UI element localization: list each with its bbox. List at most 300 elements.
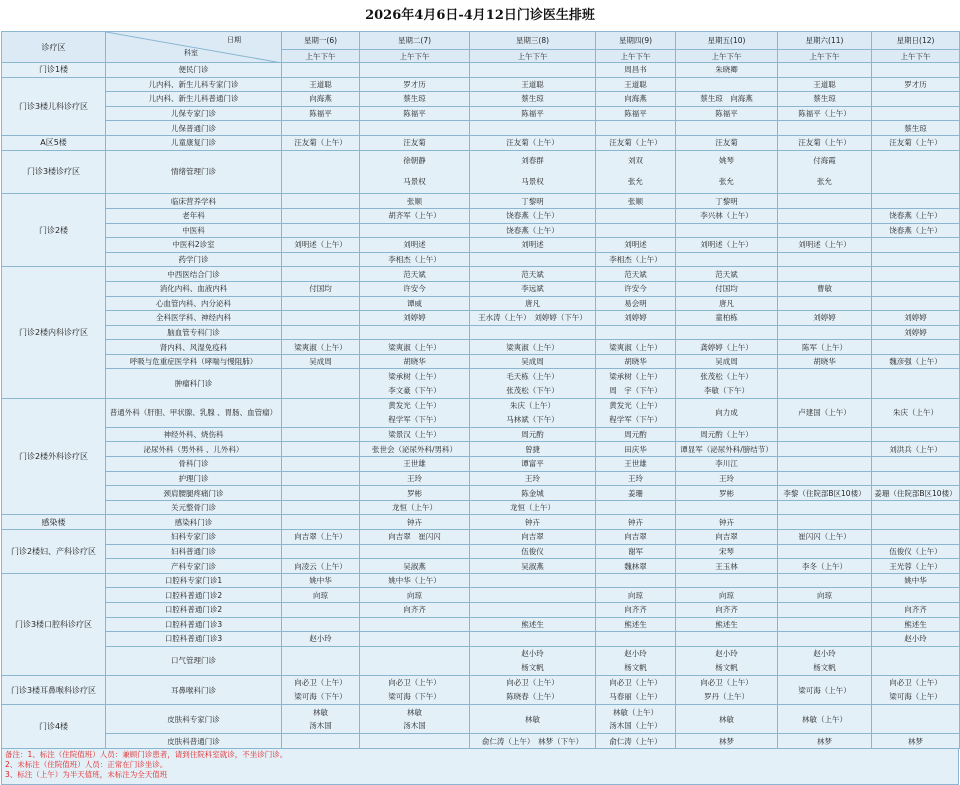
doctor-cell: 朱晓卿: [676, 63, 778, 78]
doctor-cell: [676, 500, 778, 515]
doctor-cell: [282, 646, 360, 675]
area-cell: 门诊3楼儿科诊疗区: [2, 77, 106, 135]
doctor-cell: [872, 281, 960, 296]
department-cell: 泌尿外科（男外科 、儿外科）: [106, 442, 282, 457]
doctor-cell: [778, 296, 872, 311]
doctor-cell: 范天斌: [470, 267, 596, 282]
doctor-cell: 熊述生: [596, 617, 676, 632]
doctor-cell: [282, 150, 360, 194]
doctor-cell: 刘明述（上午）: [778, 238, 872, 253]
doctor-cell: 李冬（上午）: [778, 559, 872, 574]
doctor-cell: 陈福平: [676, 106, 778, 121]
doctor-cell: 赵小玲: [282, 632, 360, 647]
doctor-cell: 梁爽淑（上午）: [596, 340, 676, 355]
doctor-cell: 罗彬: [360, 486, 470, 501]
period-header: 上午下午: [470, 50, 596, 63]
department-cell: 普通外科（肝胆、甲状腺、乳腺 、胃肠、血管瘤）: [106, 398, 282, 427]
doctor-cell: 王玲: [360, 471, 470, 486]
doctor-name: 程学军（下午）: [388, 414, 441, 424]
note-line: 备注：1、标注（住院值班）人员：兼顾门诊患者，请到住院科室就诊，不坐诊门诊。: [5, 749, 288, 759]
doctor-name: 黄发光（上午）: [388, 401, 441, 411]
date-label: 日期: [227, 36, 241, 44]
doctor-cell: [872, 252, 960, 267]
doctor-cell: [282, 602, 360, 617]
doctor-name: 向必卫（上午）: [388, 678, 441, 688]
doctor-cell: 陈军（上午）: [778, 340, 872, 355]
schedule-row: [2, 354, 960, 369]
doctor-name: 李文豪（下午）: [388, 385, 441, 395]
doctor-cell: 俞仁涛（上午）: [596, 734, 676, 749]
schedule-row: [2, 208, 960, 223]
department-cell: 中医科2诊室: [106, 238, 282, 253]
doctor-cell: 赵小玲: [872, 632, 960, 647]
doctor-cell: [282, 500, 360, 515]
doctor-cell: 姜珊（住院部B区10楼）: [872, 486, 960, 501]
page-title: 2026年4月6日-4月12日门诊医生排班: [365, 8, 595, 23]
doctor-cell: [282, 208, 360, 223]
doctor-cell: 林敏: [676, 705, 778, 734]
doctor-cell: [282, 223, 360, 238]
schedule-table: [1, 31, 960, 749]
doctor-cell: 蔡生琼: [778, 92, 872, 107]
doctor-cell: [282, 63, 360, 78]
doctor-cell: [470, 121, 596, 136]
doctor-cell: [778, 208, 872, 223]
department-cell: 便民门诊: [106, 63, 282, 78]
doctor-cell: 刘婷婷: [778, 311, 872, 326]
doctor-name: 张茂松（下午）: [506, 385, 559, 395]
doctor-cell: 刘明述: [360, 238, 470, 253]
doctor-cell: [778, 150, 872, 194]
doctor-cell: 范天斌: [360, 267, 470, 282]
area-header: 诊疗区: [2, 32, 106, 63]
area-cell: 门诊2楼: [2, 194, 106, 267]
doctor-cell: 王世雄: [360, 457, 470, 472]
schedule-row: [2, 646, 960, 675]
doctor-cell: 向吉翠: [676, 530, 778, 545]
doctor-cell: [872, 471, 960, 486]
doctor-cell: 饶春燕（上午）: [872, 223, 960, 238]
doctor-cell: 向齐齐: [872, 602, 960, 617]
area-cell: 门诊2楼内科诊疗区: [2, 267, 106, 398]
period-header: 上午下午: [596, 50, 676, 63]
doctor-cell: 汪友菊（上午）: [282, 135, 360, 150]
doctor-cell: [360, 544, 470, 559]
schedule-row: [2, 267, 960, 282]
doctor-cell: 卢建国（上午）: [778, 398, 872, 427]
doctor-cell: 范天斌: [676, 267, 778, 282]
doctor-cell: [872, 267, 960, 282]
doctor-cell: 王道聪: [778, 77, 872, 92]
doctor-cell: [872, 588, 960, 603]
note-line: 2、未标注（住院值班）人员：正常在门诊坐诊。: [5, 759, 168, 769]
schedule-row: [2, 150, 960, 194]
doctor-cell: [470, 588, 596, 603]
doctor-cell: 范天斌: [596, 267, 676, 282]
doctor-cell: 刘婷婷: [360, 311, 470, 326]
doctor-name: 向必卫（上午）: [609, 678, 662, 688]
doctor-cell: [282, 544, 360, 559]
doctor-cell: [470, 369, 596, 398]
department-cell: 口腔科专家门诊1: [106, 573, 282, 588]
doctor-cell: 熊述生: [872, 617, 960, 632]
doctor-name: 朱庆（上午）: [510, 401, 555, 411]
doctor-cell: 丁黎明: [470, 194, 596, 209]
doctor-cell: [872, 427, 960, 442]
doctor-cell: 罗才历: [872, 77, 960, 92]
doctor-cell: 钟卉: [676, 515, 778, 530]
doctor-cell: 钟卉: [470, 515, 596, 530]
doctor-cell: 王道聪: [282, 77, 360, 92]
doctor-cell: 龙恒（上午）: [360, 500, 470, 515]
doctor-cell: [282, 398, 360, 427]
doctor-cell: 刘洪兵（上午）: [872, 442, 960, 457]
doctor-name: 张茂松（上午）: [700, 371, 753, 381]
schedule-row: [2, 457, 960, 472]
doctor-cell: 唐凡: [470, 296, 596, 311]
department-cell: 护理门诊: [106, 471, 282, 486]
doctor-cell: 饶春燕（上午）: [470, 223, 596, 238]
doctor-cell: [778, 223, 872, 238]
department-cell: 全科医学科、神经内科: [106, 311, 282, 326]
doctor-cell: [282, 325, 360, 340]
schedule-row: [2, 106, 960, 121]
doctor-cell: 周昌书: [596, 63, 676, 78]
doctor-cell: [778, 194, 872, 209]
doctor-cell: [282, 457, 360, 472]
doctor-name: 赵小玲: [624, 649, 647, 659]
period-header: 上午下午: [872, 50, 960, 63]
period-header: 上午下午: [676, 50, 778, 63]
area-cell: 门诊4楼: [2, 705, 106, 749]
department-cell: 药学门诊: [106, 252, 282, 267]
doctor-cell: [596, 398, 676, 427]
schedule-row: [2, 588, 960, 603]
schedule-row: [2, 515, 960, 530]
doctor-name: 黄发光（上午）: [609, 401, 662, 411]
department-cell: 妇科专家门诊: [106, 530, 282, 545]
doctor-name: 梁承树（上午）: [388, 371, 441, 381]
schedule-row: [2, 238, 960, 253]
schedule-body: [2, 32, 960, 749]
department-cell: 中医科: [106, 223, 282, 238]
doctor-cell: 罗才历: [360, 77, 470, 92]
doctor-name: 林敏: [313, 707, 328, 717]
doctor-name: 张允: [719, 176, 734, 186]
doctor-cell: 伍俊仪（上午）: [872, 544, 960, 559]
day-header: 星期二(7): [360, 32, 470, 50]
schedule-row: [2, 92, 960, 107]
doctor-cell: 姜珊: [596, 486, 676, 501]
doctor-cell: 李黎（住院部B区10楼）: [778, 486, 872, 501]
doctor-name: 张允: [817, 176, 832, 186]
doctor-cell: 向齐齐: [360, 602, 470, 617]
doctor-cell: 王玲: [596, 471, 676, 486]
schedule-row: [2, 427, 960, 442]
doctor-cell: [470, 252, 596, 267]
doctor-cell: 姚中华（上午）: [360, 573, 470, 588]
department-cell: 口腔科普通门诊2: [106, 602, 282, 617]
doctor-name: 刘春群: [521, 156, 544, 166]
doctor-cell: 向齐齐: [676, 602, 778, 617]
doctor-cell: [282, 486, 360, 501]
schedule-row: [2, 325, 960, 340]
doctor-cell: [596, 208, 676, 223]
note-line: 3、标注（上午）为半天值班，未标注为全天值班: [5, 769, 168, 779]
day-header: 星期六(11): [778, 32, 872, 50]
doctor-cell: [282, 252, 360, 267]
schedule-row: [2, 471, 960, 486]
doctor-cell: 李远斌: [470, 281, 596, 296]
schedule-row: [2, 559, 960, 574]
doctor-cell: [872, 340, 960, 355]
doctor-cell: 王道聪: [596, 77, 676, 92]
doctor-cell: 向吉翠: [470, 530, 596, 545]
doctor-cell: 王水涛（上午） 刘婷婷（下午）: [470, 311, 596, 326]
doctor-cell: 吴成周: [470, 354, 596, 369]
doctor-cell: 汪友菊（上午）: [596, 135, 676, 150]
doctor-cell: 林敏: [470, 705, 596, 734]
doctor-cell: 梁爽淑（上午）: [360, 340, 470, 355]
department-cell: 儿内科、新生儿科普通门诊: [106, 92, 282, 107]
doctor-cell: 周元酌: [470, 427, 596, 442]
doctor-cell: 熊述生: [470, 617, 596, 632]
doctor-name: 杨文帆: [715, 662, 738, 672]
doctor-cell: 汪友菊: [676, 135, 778, 150]
schedule-row: [2, 296, 960, 311]
doctor-name: 杨文帆: [624, 662, 647, 672]
doctor-cell: 谭富平: [470, 457, 596, 472]
doctor-cell: 谢军: [596, 544, 676, 559]
doctor-cell: 向海燕: [282, 92, 360, 107]
doctor-cell: [676, 150, 778, 194]
doctor-cell: 钟卉: [360, 515, 470, 530]
doctor-cell: 刘婷婷: [872, 325, 960, 340]
doctor-cell: 林敏（上午）: [778, 705, 872, 734]
doctor-cell: 童柏栋: [676, 311, 778, 326]
doctor-cell: 吴淑燕: [360, 559, 470, 574]
doctor-cell: [282, 267, 360, 282]
doctor-cell: 蔡生琼: [872, 121, 960, 136]
department-cell: 关元整骨门诊: [106, 500, 282, 515]
doctor-cell: 王道聪: [470, 77, 596, 92]
doctor-cell: [470, 398, 596, 427]
doctor-cell: 李相杰（上午）: [596, 252, 676, 267]
doctor-cell: [470, 573, 596, 588]
doctor-name: 梁承树（上午）: [609, 371, 662, 381]
doctor-cell: [470, 602, 596, 617]
doctor-cell: [778, 252, 872, 267]
doctor-cell: 曾捷: [470, 442, 596, 457]
doctor-cell: 付国均: [676, 281, 778, 296]
doctor-cell: [778, 325, 872, 340]
doctor-cell: [778, 602, 872, 617]
doctor-cell: [360, 705, 470, 734]
schedule-row: [2, 121, 960, 136]
doctor-cell: [596, 325, 676, 340]
schedule-row: [2, 617, 960, 632]
doctor-cell: [872, 296, 960, 311]
doctor-cell: [282, 296, 360, 311]
doctor-cell: [470, 63, 596, 78]
area-cell: 感染楼: [2, 515, 106, 530]
doctor-name: 姚琴: [719, 156, 734, 166]
doctor-cell: 王玲: [470, 471, 596, 486]
doctor-cell: [778, 617, 872, 632]
doctor-name: 马景权: [521, 176, 544, 186]
doctor-cell: 向凌云（上午）: [282, 559, 360, 574]
doctor-cell: 林梦: [872, 734, 960, 749]
doctor-cell: [282, 121, 360, 136]
doctor-cell: [872, 675, 960, 704]
doctor-cell: 易会明: [596, 296, 676, 311]
doctor-cell: 谭显军（泌尿外科/膀结节）: [676, 442, 778, 457]
doctor-cell: 饶春燕（上午）: [872, 208, 960, 223]
doctor-name: 张允: [628, 176, 643, 186]
department-cell: 呼吸与危重症医学科（哮喘与慢阻肺）: [106, 354, 282, 369]
doctor-cell: 付国均: [282, 281, 360, 296]
doctor-cell: 钟卉: [596, 515, 676, 530]
doctor-name: 马春丽（上午）: [609, 692, 662, 702]
department-cell: 临床营养学科: [106, 194, 282, 209]
doctor-name: 刘双: [628, 156, 643, 166]
doctor-cell: 汪友菊（上午）: [872, 135, 960, 150]
doctor-name: 赵小玲: [715, 649, 738, 659]
doctor-cell: [596, 150, 676, 194]
schedule-page: [1, 0, 959, 785]
doctor-cell: [778, 267, 872, 282]
doctor-cell: [596, 675, 676, 704]
day-header: 星期五(10): [676, 32, 778, 50]
doctor-cell: [282, 734, 360, 749]
doctor-cell: [282, 194, 360, 209]
doctor-cell: [596, 369, 676, 398]
doctor-name: 赵小玲: [813, 649, 836, 659]
doctor-cell: 王世雄: [596, 457, 676, 472]
schedule-row: [2, 223, 960, 238]
doctor-cell: [872, 515, 960, 530]
doctor-cell: 汪友菊: [360, 135, 470, 150]
doctor-cell: [872, 106, 960, 121]
doctor-cell: 谭威: [360, 296, 470, 311]
doctor-cell: [872, 500, 960, 515]
area-cell: 门诊2楼妇、产科诊疗区: [2, 530, 106, 574]
doctor-name: 汤木国: [403, 721, 426, 731]
department-cell: 颈肩腰腿疼痛门诊: [106, 486, 282, 501]
doctor-name: 林敏（上午）: [613, 707, 658, 717]
doctor-cell: [676, 369, 778, 398]
doctor-cell: [282, 515, 360, 530]
doctor-cell: 梁爽淑（上午）: [470, 340, 596, 355]
schedule-row: [2, 705, 960, 734]
doctor-cell: [360, 325, 470, 340]
doctor-name: 梁可海（下午）: [388, 692, 441, 702]
doctor-cell: 姚中华: [282, 573, 360, 588]
doctor-cell: [282, 427, 360, 442]
doctor-cell: 丁黎明: [676, 194, 778, 209]
doctor-cell: [282, 471, 360, 486]
day-header: 星期四(9): [596, 32, 676, 50]
doctor-cell: 胡晓华: [778, 354, 872, 369]
day-header: 星期一(6): [282, 32, 360, 50]
doctor-cell: [360, 150, 470, 194]
doctor-name: 向必卫（上午）: [506, 678, 559, 688]
doctor-cell: 俞仁涛（上午） 林梦（下午）: [470, 734, 596, 749]
doctor-name: 向必卫（上午）: [700, 678, 753, 688]
doctor-cell: [360, 223, 470, 238]
doctor-cell: 罗彬: [676, 486, 778, 501]
doctor-name: 梁可海（上午）: [889, 692, 942, 702]
department-cell: 口腔科普通门诊2: [106, 588, 282, 603]
doctor-cell: 熊述生: [676, 617, 778, 632]
doctor-cell: 田庆华: [596, 442, 676, 457]
doctor-cell: 蔡生琼: [470, 92, 596, 107]
doctor-cell: [676, 325, 778, 340]
schedule-row: [2, 311, 960, 326]
diagonal-header: [106, 32, 282, 63]
doctor-cell: 胡晓华: [596, 354, 676, 369]
department-cell: 产科专家门诊: [106, 559, 282, 574]
doctor-cell: [872, 369, 960, 398]
doctor-cell: [360, 121, 470, 136]
day-header: 星期三(8): [470, 32, 596, 50]
doctor-cell: [360, 617, 470, 632]
doctor-cell: [360, 646, 470, 675]
doctor-cell: [282, 311, 360, 326]
schedule-row: [2, 573, 960, 588]
doctor-cell: 向琼: [360, 588, 470, 603]
doctor-cell: [676, 632, 778, 647]
doctor-cell: [596, 632, 676, 647]
schedule-row: [2, 194, 960, 209]
area-cell: 门诊3楼耳鼻喉科诊疗区: [2, 675, 106, 704]
doctor-cell: 许安今: [360, 281, 470, 296]
doctor-cell: [676, 252, 778, 267]
area-cell: 门诊2楼外科诊疗区: [2, 398, 106, 515]
schedule-row: [2, 675, 960, 704]
schedule-row: [2, 530, 960, 545]
department-cell: 神经外科、烧伤科: [106, 427, 282, 442]
doctor-cell: [470, 632, 596, 647]
doctor-cell: 向琼: [282, 588, 360, 603]
doctor-cell: [470, 646, 596, 675]
department-cell: 皮肤科普通门诊: [106, 734, 282, 749]
doctor-cell: [470, 675, 596, 704]
doctor-cell: 梁可海（上午）: [778, 675, 872, 704]
doctor-cell: [596, 223, 676, 238]
doctor-cell: [360, 63, 470, 78]
doctor-cell: [676, 77, 778, 92]
doctor-cell: [596, 573, 676, 588]
doctor-name: 杨文帆: [521, 662, 544, 672]
schedule-row: [2, 500, 960, 515]
schedule-row: [2, 281, 960, 296]
doctor-cell: [778, 471, 872, 486]
doctor-name: 林敏: [407, 707, 422, 717]
doctor-cell: 汪友菊（上午）: [778, 135, 872, 150]
doctor-cell: [282, 369, 360, 398]
doctor-cell: 曹敏: [778, 281, 872, 296]
doctor-cell: 吴成周: [282, 354, 360, 369]
doctor-cell: [778, 544, 872, 559]
doctor-cell: [872, 530, 960, 545]
schedule-row: [2, 63, 960, 78]
header-row-days: [2, 32, 960, 50]
doctor-cell: 林梦: [778, 734, 872, 749]
doctor-cell: [676, 646, 778, 675]
doctor-name: 毛天栋（上午）: [506, 371, 559, 381]
period-header: 上午下午: [778, 50, 872, 63]
